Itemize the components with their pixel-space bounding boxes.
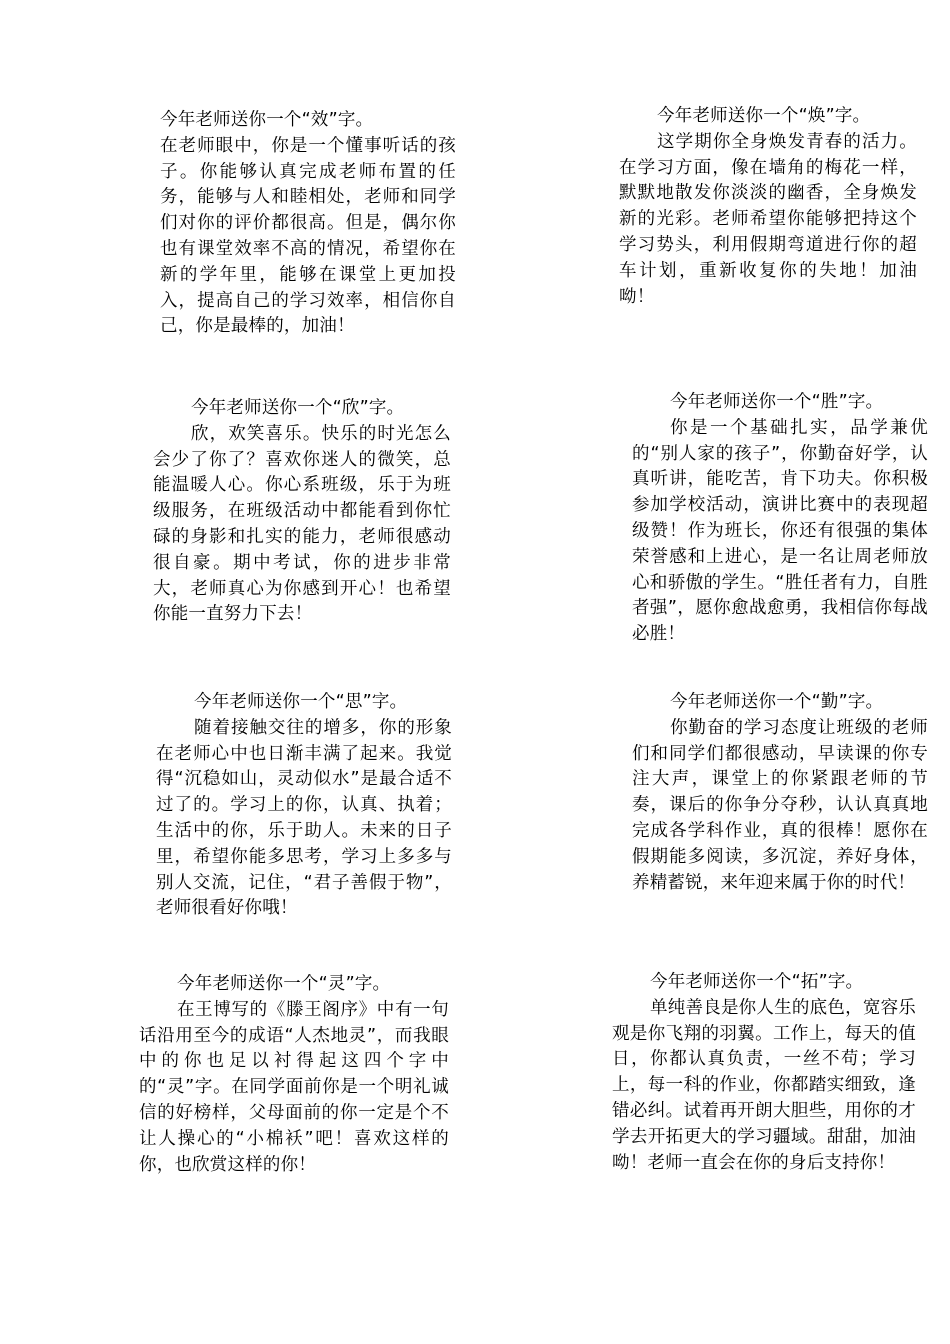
comment-body: 单纯善良是你人生的底色，宽容乐观是你飞翔的羽翼。工作上，每天的值日，你都认真负责，一丝不苟；学习上，每一科的作业，你都踏实细致，逢错必纠。试着再开朗大胆些，用你的才学去开拓更大的学习疆域。甜甜，加油呦！老师一直会在你的身后支持你！ — [612, 997, 916, 1173]
comment-body: 随着接触交往的增多，你的形象在老师心中也日渐丰满了起来。我觉得“沉稳如山，灵动似水”是最合适不过了的。学习上的你，认真、执着；生活中的你，乐于助人。未来的日子里，希望你能多思考，学习上多多与别人交流，记住，“君子善假于物”，老师很看好你哦！ — [156, 717, 452, 919]
comment-card — [619, 104, 917, 310]
comment-card — [612, 970, 916, 1176]
comment-body: 你勤奋的学习态度让班级的老师们和同学们都很感动，早读课的你专注大声，课堂上的你紧跟老师的节奏，课后的你争分夺秒，认认真真地完成各学科作业，真的很棒！愿你在假期能多阅读，多沉淀，养好身体，养精蓄锐，来年迎来属于你的时代！ — [632, 717, 928, 893]
comment-body: 在老师眼中，你是一个懂事听话的孩子。你能够认真完成老师布置的任务，能够与人和睦相处，老师和同学们对你的评价都很高。但是，偶尔你也有课堂效率不高的情况，希望你在新的学年里，能够在课堂上更加投入，提高自己的学习效率，相信你自己，你是最棒的，加油！ — [160, 135, 456, 337]
comment-title: 今年老师送你一个“勤”字。 — [670, 692, 884, 712]
comment-title: 今年老师送你一个“思”字。 — [194, 692, 408, 712]
comment-card — [153, 396, 451, 628]
comment-body: 欣，欢笑喜乐。快乐的时光怎么会少了你了？喜欢你迷人的微笑，总能温暖人心。你心系班级，乐于为班级服务，在班级活动中都能看到你忙碌的身影和扎实的能力，老师很感动很自豪。期中考试，你的进步非常大，老师真心为你感到开心！也希望你能一直努力下去！ — [153, 423, 451, 625]
comment-card — [156, 690, 452, 922]
comment-title: 今年老师送你一个“效”字。 — [160, 110, 374, 130]
comment-card — [139, 972, 449, 1178]
comment-body: 你是一个基础扎实，品学兼优的“别人家的孩子”，你勤奋好学，认真听讲，能吃苦，肯下功夫。你积极参加学校活动，演讲比赛中的表现超级赞！作为班长，你还有很强的集体荣誉感和上进心，是一名让周老师放心和骄傲的学生。“胜任者有力，自胜者强”，愿你愈战愈勇，我相信你每战必胜！ — [632, 417, 928, 645]
comment-card — [632, 690, 928, 896]
comment-title: 今年老师送你一个“胜”字。 — [670, 392, 884, 412]
comment-title: 今年老师送你一个“灵”字。 — [177, 974, 391, 994]
comment-body: 这学期你全身焕发青春的活力。在学习方面，像在墙角的梅花一样，默默地散发你淡淡的幽香，全身焕发新的光彩。老师希望你能够把持这个学习势头，利用假期弯道进行你的超车计划，重新收复你的失地！加油呦！ — [619, 131, 917, 307]
comment-body: 在王博写的《滕王阁序》中有一句话沿用至今的成语“人杰地灵”，而我眼中的你也足以衬得起这四个字中的“灵”字。在同学面前你是一个明礼诚信的好榜样，父母面前的你一定是个不让人操心的“小棉袄”吧！喜欢这样的你，也欣赏这样的你！ — [139, 999, 449, 1175]
comment-title: 今年老师送你一个“焕”字。 — [657, 106, 871, 126]
comment-title: 今年老师送你一个“欣”字。 — [191, 398, 405, 418]
comment-card — [160, 108, 456, 340]
comment-card — [632, 390, 928, 650]
comment-title: 今年老师送你一个“拓”字。 — [650, 972, 864, 992]
